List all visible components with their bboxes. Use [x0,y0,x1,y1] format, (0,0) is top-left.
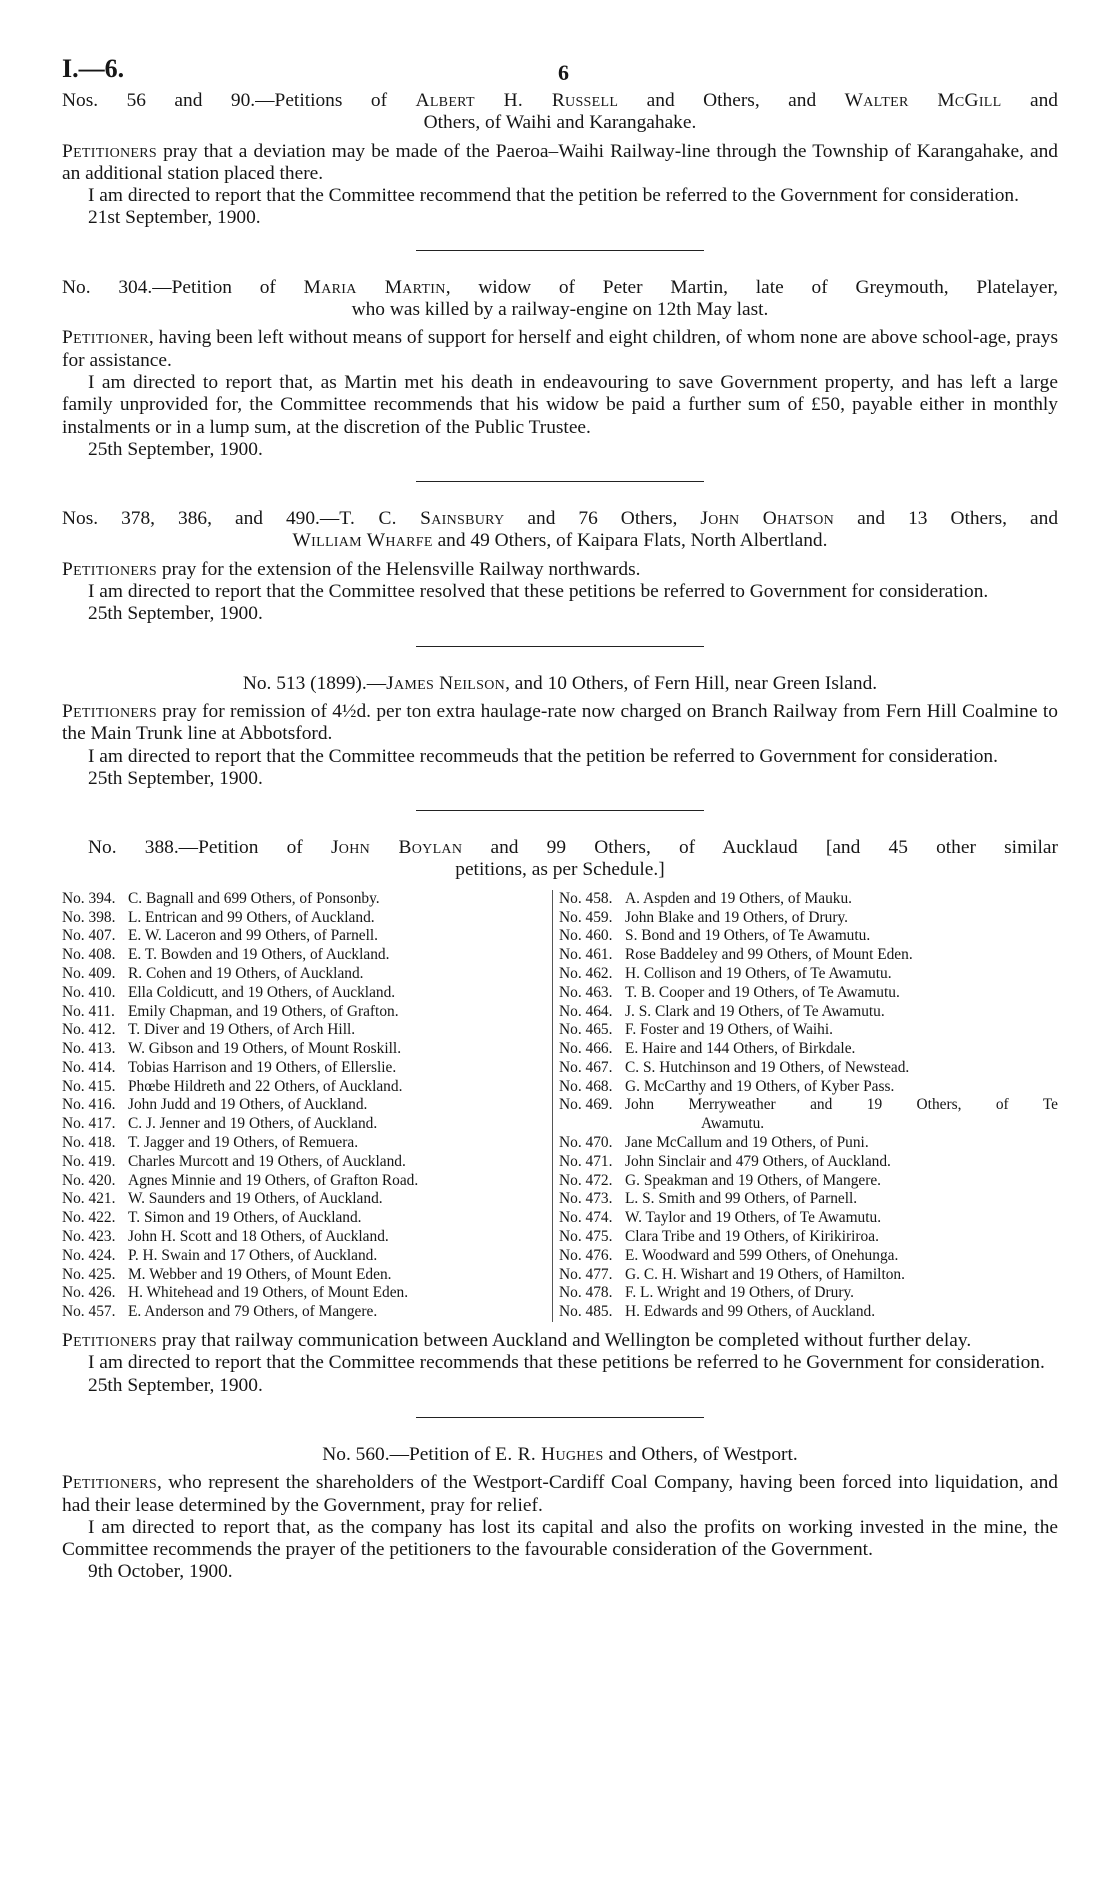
schedule-entry [62,1040,552,1059]
petition-heading: No. 560.—Petition of E. R. Hughes and Others, of Westport. [322,1443,798,1465]
schedule-entry [62,1209,552,1228]
petitioner-entry: T. Diver and 19 Others, of Arch Hill. [128,1021,356,1039]
schedule-entry [62,1284,552,1303]
section-divider [416,646,704,647]
petition-number: No. 409. [62,964,116,982]
committee-report: I am directed to report that the Committee recommend that the petition be referred to the Government for consideration. [88,185,1019,207]
petition-513 [62,673,1058,790]
petitioner-entry: G. C. H. Wishart and 19 Others, of Hamilton. [625,1265,905,1283]
petition-number: No. 465. [559,1021,613,1039]
petitioner-entry: P. H. Swain and 17 Others, of Auckland. [128,1246,378,1264]
schedule-entry [559,1303,1058,1322]
schedule-entry [559,1078,1058,1097]
petition-number: No. 477. [559,1265,613,1283]
schedule-entry [62,1134,552,1153]
petition-number [559,1115,625,1134]
schedule-entry [559,1172,1058,1191]
petition-number: No. 460. [559,927,613,945]
petitioner-name: T. C. Sainsbury [339,508,505,530]
schedule-entry [559,1284,1058,1303]
schedule-entry [62,1247,552,1266]
petition-number: No. 476. [559,1246,613,1264]
petition-number: No. 473. [559,1190,613,1208]
petitioner-entry: G. Speakman and 19 Others, of Mangere. [625,1171,882,1189]
petition-number: No. 478. [559,1284,613,1302]
petitioner-entry: Ella Coldicutt, and 19 Others, of Auckland. [128,983,396,1001]
petitioner-entry: John Judd and 19 Others, of Auckland. [128,1096,368,1114]
petition-number: No. 457. [62,1303,116,1321]
petition-number: No. 407. [62,927,116,945]
petitioner-entry: W. Taylor and 19 Others, of Te Awamutu. [625,1209,882,1227]
schedule-entry [559,1247,1058,1266]
schedule-entry [62,1115,552,1134]
schedule-entry [559,1228,1058,1247]
report-date: 25th September, 1900. [88,767,263,789]
petition-number: No. 474. [559,1209,613,1227]
petitioner-entry: E. W. Laceron and 99 Others, of Parnell. [128,927,379,945]
schedule-entry [559,965,1058,984]
petition-number: No. 413. [62,1040,116,1058]
petitioner-entry: John Merryweather and 19 Others, of Te [625,1096,1058,1114]
section-divider [416,481,704,482]
petitioner-entry: Awamutu. [701,1115,765,1133]
petitioner-entry: C. J. Jenner and 19 Others, of Auckland. [128,1115,378,1133]
section-divider [416,810,704,811]
petition-heading: No. 388.—Petition of John Boylan and 99 Others, of Aucklaud [and 45 other similar petitions, as per Schedule.] [88,837,1058,881]
petition-number: No. 469. [559,1096,613,1114]
committee-report: I am directed to report that the Committee resolved that these petitions be referred to Government for consideration. [88,581,989,603]
schedule-entry [559,1134,1058,1153]
petitioner-entry: John Sinclair and 479 Others, of Auckland. [625,1152,891,1170]
petition-560 [62,1444,1058,1584]
schedule-entry [559,1153,1058,1172]
petitioner-name: John Ohatson [700,508,835,530]
petition-number: No. 416. [62,1096,116,1114]
petitioner-entry: E. Haire and 144 Others, of Birkdale. [625,1040,856,1058]
schedule-entry [62,1021,552,1040]
petition-heading: Nos. 56 and 90.—Petitions of Albert H. Russell and Others, and Walter McGill and Others, of Waihi and Karangahake. [62,90,1058,134]
petition-number: No. 412. [62,1021,116,1039]
petitioner-entry: W. Gibson and 19 Others, of Mount Roskill. [128,1040,402,1058]
petitioner-entry: Rose Baddeley and 99 Others, of Mount Eden. [625,946,913,964]
petitioner-entry: E. Woodward and 599 Others, of Onehunga. [625,1246,899,1264]
schedule-entry [62,909,552,928]
petition-prayer: Petitioners, who represent the shareholders of the Westport-Cardiff Coal Company, having been forced into liquidation, and had their lease determined by the Government, pray for relief. [62,1472,1058,1516]
petitioner-entry: E. T. Bowden and 19 Others, of Auckland. [128,946,390,964]
petition-number: No. 426. [62,1284,116,1302]
petitioner-entry: Clara Tribe and 19 Others, of Kirikiriroa. [625,1228,879,1246]
petitioner-entry: R. Cohen and 19 Others, of Auckland. [128,964,364,982]
petition-number: No. 415. [62,1077,116,1095]
petition-number: No. 459. [559,908,613,926]
petitioner-name: Walter McGill [844,90,1002,111]
petition-number: No. 425. [62,1265,116,1283]
petition-304 [62,277,1058,461]
petition-prayer: Petitioners pray that a deviation may be made of the Paeroa–Waihi Railway-line through the Township of Karangahake, and an additional station placed there. [62,140,1058,184]
petition-heading: No. 513 (1899).—James Neilson, and 10 Others, of Fern Hill, near Green Island. [242,672,878,694]
petitioner-entry: L. S. Smith and 99 Others, of Parnell. [625,1190,858,1208]
schedule-column-left [62,890,552,1322]
petitioner-entry: H. Collison and 19 Others, of Te Awamutu. [625,964,892,982]
schedule-entry [62,1266,552,1285]
schedule-entry [62,965,552,984]
schedule-entry [62,984,552,1003]
schedule-entry [62,1078,552,1097]
committee-report: I am directed to report that, as the company has lost its capital and also the profits on working invested in the mine, the Committee recommends the prayer of the petitioners to the favourable consideration of the Government. [62,1516,1058,1561]
petition-heading: No. 304.—Petition of Maria Martin, widow of Peter Martin, late of Greymouth, Platelayer, who was killed by a railway-engine on 12th May last. [62,276,1058,321]
page-header [62,56,1058,90]
petition-number: No. 467. [559,1058,613,1076]
petition-number: No. 468. [559,1077,613,1095]
schedule-entry [559,1021,1058,1040]
schedule-entry [62,927,552,946]
schedule-entry [62,1190,552,1209]
committee-report: I am directed to report that the Committee recommends that these petitions be referred to he Government for consideration. [88,1352,1045,1374]
petition-number: No. 466. [559,1040,613,1058]
petition-prayer: Petitioners pray that railway communication between Auckland and Wellington be completed without further delay. [62,1330,972,1352]
schedule-entry [62,1228,552,1247]
petitioner-entry: Agnes Minnie and 19 Others, of Grafton Road. [128,1171,419,1189]
petition-number: No. 411. [62,1002,115,1020]
petition-number: No. 423. [62,1228,116,1246]
petition-number: No. 471. [559,1152,613,1170]
section-divider [416,1417,704,1418]
petition-number: No. 458. [559,889,613,907]
petition-number: No. 410. [62,983,116,1001]
paper-reference: I.—6. [62,54,125,83]
petitioner-entry: H. Whitehead and 19 Others, of Mount Eden. [128,1284,409,1302]
schedule-entry [559,946,1058,965]
schedule-entry [559,1190,1058,1209]
schedule-entry [559,1266,1058,1285]
schedule-entry [62,1003,552,1022]
petitioner-name: Albert H. Russell [415,90,619,111]
petition-prayer: Petitioner, having been left without means of support for herself and eight children, of whom none are above school-age, prays for assistance. [62,327,1058,371]
page-number: 6 [558,60,569,85]
schedule-entry [559,1040,1058,1059]
petition-number: No. 472. [559,1171,613,1189]
petition-number: No. 461. [559,946,613,964]
petitioner-name: John Boylan [330,837,463,859]
petitioner-entry: C. S. Hutchinson and 19 Others, of Newstead. [625,1058,910,1076]
committee-report: I am directed to report that, as Martin met his death in endeavouring to save Government property, and has left a large family unprovided for, the Committee recommends that his widow be paid a further sum of £50, payable either in monthly instalments or in a lump sum, at the discretion of the Public Trustee. [62,371,1058,438]
committee-report: I am directed to report that the Committee recommeuds that the petition be referred to Government for consideration. [88,745,998,767]
report-date: 9th October, 1900. [88,1561,233,1583]
section-divider [416,250,704,251]
schedule-entry [559,890,1058,909]
schedule-column-right [552,890,1058,1322]
petition-heading: Nos. 378, 386, and 490.—T. C. Sainsbury and 76 Others, John Ohatson and 13 Others, and William Wharfe and 49 Others, of Kaipara Flats, North Albertland. [62,508,1059,552]
petition-number: No. 463. [559,983,613,1001]
petitioner-entry: Tobias Harrison and 19 Others, of Ellerslie. [128,1058,397,1076]
petition-number: No. 462. [559,964,613,982]
petitioner-entry: T. B. Cooper and 19 Others, of Te Awamutu. [625,983,900,1001]
petitioner-entry: M. Webber and 19 Others, of Mount Eden. [128,1265,392,1283]
petition-number: No. 414. [62,1058,116,1076]
petitioner-entry: G. McCarthy and 19 Others, of Kyber Pass. [625,1077,895,1095]
petitioner-entry: A. Aspden and 19 Others, of Mauku. [625,889,852,907]
petition-number: No. 464. [559,1002,613,1020]
petitioner-entry: J. S. Clark and 19 Others, of Te Awamutu. [625,1002,885,1020]
schedule-entry [62,1172,552,1191]
petition-number: No. 485. [559,1303,613,1321]
schedule-entry [62,1303,552,1322]
schedule-entry [559,1059,1058,1078]
petition-number: No. 422. [62,1209,116,1227]
schedule-entry [62,890,552,909]
petition-number: No. 421. [62,1190,116,1208]
petition-number: No. 419. [62,1152,116,1170]
petition-number: No. 418. [62,1134,116,1152]
schedule-entry [62,946,552,965]
petition-number: No. 398. [62,908,116,926]
petition-56-90 [62,90,1058,230]
schedule-entry [62,1153,552,1172]
report-date: 21st September, 1900. [88,207,261,229]
petitioner-entry: John H. Scott and 18 Others, of Auckland. [128,1228,389,1246]
schedule-entry [559,927,1058,946]
petitioner-entry: S. Bond and 19 Others, of Te Awamutu. [625,927,871,945]
petition-number: No. 420. [62,1171,116,1189]
petition-388 [62,837,1058,1397]
petitioner-entry: E. Anderson and 79 Others, of Mangere. [128,1303,378,1321]
schedule-entry [559,1209,1058,1228]
petition-number: No. 417. [62,1115,116,1133]
petition-number: No. 470. [559,1134,613,1152]
schedule-entry [559,1115,1058,1134]
report-date: 25th September, 1900. [88,603,263,625]
schedule-entry [559,984,1058,1003]
petitioner-entry: F. Foster and 19 Others, of Waihi. [625,1021,834,1039]
petitioner-entry: Jane McCallum and 19 Others, of Puni. [625,1134,869,1152]
petitioner-entry: Phœbe Hildreth and 22 Others, of Auckland. [128,1077,403,1095]
schedule-entry [559,909,1058,928]
petitioner-entry: Emily Chapman, and 19 Others, of Grafton. [128,1002,399,1020]
report-date: 25th September, 1900. [88,1374,263,1396]
petition-number: No. 424. [62,1246,116,1264]
petition-schedule [62,890,1058,1322]
petition-prayer: Petitioners pray for remission of 4½d. per ton extra haulage-rate now charged on Branch Railway from Fern Hill Coalmine to the Main Trunk line at Abbotsford. [62,700,1058,745]
petition-number: No. 394. [62,889,116,907]
petitioner-entry: C. Bagnall and 699 Others, of Ponsonby. [128,889,380,907]
petitioner-entry: F. L. Wright and 19 Others, of Drury. [625,1284,854,1302]
petition-number: No. 475. [559,1228,613,1246]
schedule-entry [62,1059,552,1078]
petitioner-entry: John Blake and 19 Others, of Drury. [625,908,848,926]
petition-378-386-490 [62,508,1058,625]
schedule-entry [559,1096,1058,1115]
petitioner-entry: L. Entrican and 99 Others, of Auckland. [128,908,375,926]
petition-prayer: Petitioners pray for the extension of the Helensville Railway northwards. [62,558,641,580]
petitioner-entry: T. Simon and 19 Others, of Auckland. [128,1209,362,1227]
petitioner-entry: W. Saunders and 19 Others, of Auckland. [128,1190,383,1208]
petitioner-entry: H. Edwards and 99 Others, of Auckland. [625,1303,876,1321]
schedule-entry [559,1003,1058,1022]
petition-number: No. 408. [62,946,116,964]
report-date: 25th September, 1900. [88,438,263,460]
petitioner-entry: T. Jagger and 19 Others, of Remuera. [128,1134,359,1152]
schedule-entry [62,1096,552,1115]
petitioner-entry: Charles Murcott and 19 Others, of Auckland. [128,1152,406,1170]
petitioner-name: Maria Martin [303,276,446,298]
petitioner-name: James Neilson [386,672,506,694]
petitioner-name: William Wharfe [292,530,433,552]
petitioner-name: E. R. Hughes [495,1443,604,1465]
